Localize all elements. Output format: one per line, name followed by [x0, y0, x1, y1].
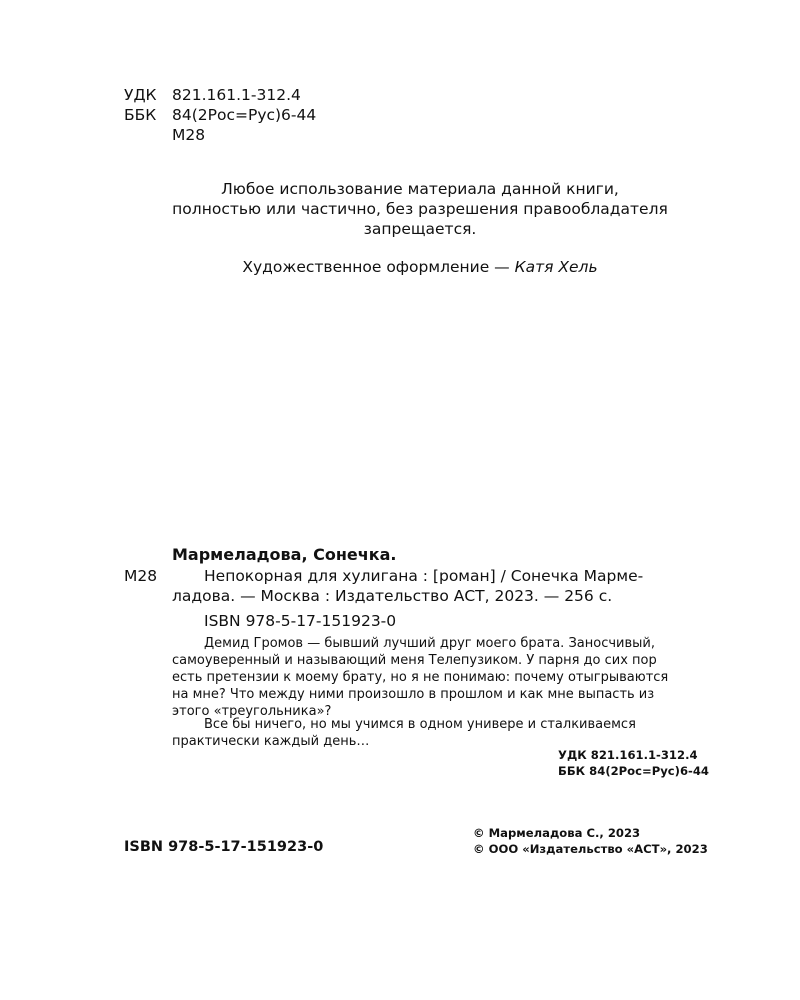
- footer-isbn: ISBN 978-5-17-151923-0: [124, 839, 324, 855]
- annotation-line: самоуверенный и называющий меня Телепузиком. У парня до сих пор: [172, 653, 657, 668]
- catalog-publication-line: ладова. — Москва : Издательство АСТ, 2023. — 256 с.: [172, 587, 613, 605]
- usage-notice-line: полностью или частично, без разрешения правообладателя: [172, 200, 668, 218]
- annotation-line: этого «треугольника»?: [172, 704, 332, 719]
- annotation-line: практически каждый день…: [172, 734, 370, 749]
- designer-name: Катя Хель: [514, 258, 598, 276]
- annotation-line: Все бы ничего, но мы учимся в одном универе и сталкиваемся: [204, 717, 636, 732]
- author-mark: М28: [172, 126, 206, 144]
- annotation-line: есть претензии к моему брату, но я не понимаю: почему отыгрываются: [172, 670, 669, 685]
- bbk-label: ББК: [124, 106, 157, 124]
- usage-notice-line: Любое использование материала данной книги,: [221, 180, 619, 198]
- usage-notice: [100, 179, 740, 239]
- catalog-author-mark: М28: [124, 567, 158, 585]
- bbk-value: 84(2Рос=Рус)6-44: [172, 106, 317, 124]
- copyright-publisher: © ООО «Издательство «АСТ», 2023: [473, 842, 708, 856]
- usage-notice-line: запрещается.: [363, 220, 477, 238]
- udk-label: УДК: [124, 86, 157, 104]
- catalog-udk: УДК 821.161.1-312.4: [558, 748, 698, 762]
- copyright-author: © Мармеладова С., 2023: [473, 826, 641, 840]
- design-credit: [100, 257, 740, 277]
- catalog-bbk: ББК 84(2Рос=Рус)6-44: [558, 764, 709, 778]
- udk-value: 821.161.1-312.4: [172, 86, 301, 104]
- catalog-isbn: ISBN 978-5-17-151923-0: [204, 612, 397, 630]
- design-credit-label: Художественное оформление —: [242, 258, 515, 276]
- catalog-author: Мармеладова, Сонечка.: [172, 545, 397, 564]
- annotation-line: Демид Громов — бывший лучший друг моего брата. Заносчивый,: [204, 636, 655, 651]
- annotation-line: на мне? Что между ними произошло в прошлом и как мне выпасть из: [172, 687, 655, 702]
- catalog-title-line: Непокорная для хулигана : [роман] / Сонечка Марме-: [204, 567, 644, 585]
